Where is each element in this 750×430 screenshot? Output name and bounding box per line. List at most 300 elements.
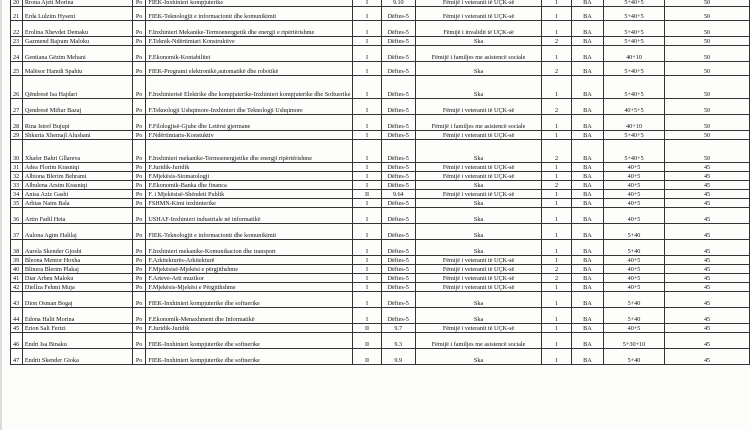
cell-nr: 30 bbox=[11, 140, 23, 163]
cell-year: I bbox=[353, 199, 381, 208]
cell-nr: 45 bbox=[11, 324, 23, 333]
cell-grade: Dëftes-5 bbox=[381, 62, 415, 76]
cell-grade: Dëftes-5 bbox=[381, 208, 415, 224]
cell-grade: Dëftes-5 bbox=[381, 76, 415, 99]
cell-count: 1 bbox=[542, 199, 572, 208]
cell-category: Fëmijë i familjes me asistencë sociale bbox=[415, 115, 541, 131]
cell-grade: Dëftes-5 bbox=[381, 131, 415, 140]
cell-score: 50 bbox=[665, 21, 750, 37]
cell-points: 40+5 bbox=[603, 274, 664, 283]
cell-level: BA bbox=[571, 240, 603, 256]
cell-po: Po bbox=[132, 240, 146, 256]
cell-year: II bbox=[353, 333, 381, 349]
cell-year: I bbox=[353, 283, 381, 292]
cell-faculty: F. i Mjekësisë-Shëndeti Publik bbox=[146, 190, 353, 199]
cell-po: Po bbox=[132, 265, 146, 274]
cell-count: 2 bbox=[542, 265, 572, 274]
cell-category: Fëmijë i veteranit të UÇK-së bbox=[415, 274, 541, 283]
cell-po: Po bbox=[132, 46, 146, 62]
cell-score: 45 bbox=[665, 208, 750, 224]
cell-grade: Dëftes-5 bbox=[381, 283, 415, 292]
cell-grade: Dëftes-5 bbox=[381, 199, 415, 208]
cell-score: 50 bbox=[665, 140, 750, 163]
cell-score: 45 bbox=[665, 163, 750, 172]
cell-grade: Dëftes-5 bbox=[381, 292, 415, 308]
cell-name: Rrona Ajeti Morina bbox=[22, 0, 132, 7]
cell-year: I bbox=[353, 181, 381, 190]
table-row bbox=[11, 115, 750, 131]
cell-level: BA bbox=[571, 283, 603, 292]
cell-po: Po bbox=[132, 76, 146, 99]
cell-level: BA bbox=[571, 274, 603, 283]
cell-year: I bbox=[353, 224, 381, 240]
cell-year: I bbox=[353, 21, 381, 37]
cell-category: Fëmijë i veteranit të UÇK-së bbox=[415, 131, 541, 140]
cell-year: I bbox=[353, 37, 381, 46]
cell-count: 1 bbox=[542, 292, 572, 308]
table-row bbox=[11, 131, 750, 140]
cell-po: Po bbox=[132, 224, 146, 240]
cell-grade: Dëftes-5 bbox=[381, 7, 415, 21]
cell-points: 40+5 bbox=[603, 265, 664, 274]
cell-points: 5+40 bbox=[603, 292, 664, 308]
cell-faculty: F.Filologjisë-Gjuhe dhe Letërsi gjermane bbox=[146, 115, 353, 131]
cell-points: 5+40+5 bbox=[603, 21, 664, 37]
table-row bbox=[11, 292, 750, 308]
cell-faculty: F.Ekonomik-Banka dhe financa bbox=[146, 181, 353, 190]
cell-name: Shkurta Xhemajl Alushani bbox=[22, 131, 132, 140]
cell-points: 5+40+5 bbox=[603, 7, 664, 21]
cell-po: Po bbox=[132, 333, 146, 349]
cell-year: I bbox=[353, 7, 381, 21]
cell-grade: 9.10 bbox=[381, 0, 415, 7]
cell-points: 40+5 bbox=[603, 208, 664, 224]
cell-nr: 34 bbox=[11, 190, 23, 199]
cell-nr: 42 bbox=[11, 283, 23, 292]
cell-year: I bbox=[353, 256, 381, 265]
cell-count: 2 bbox=[542, 62, 572, 76]
cell-points: 40+5 bbox=[603, 283, 664, 292]
cell-grade: Dëftes-5 bbox=[381, 308, 415, 324]
cell-score: 45 bbox=[665, 292, 750, 308]
cell-category: Ska bbox=[415, 140, 541, 163]
cell-faculty: F.Ekonomik-Menaxhment dhe Informatikë bbox=[146, 308, 353, 324]
table-row bbox=[11, 265, 750, 274]
cell-grade: Dëftes-5 bbox=[381, 172, 415, 181]
cell-count: 1 bbox=[542, 172, 572, 181]
cell-faculty: F.Mjekësis-Stomatologji bbox=[146, 172, 353, 181]
cell-name: Albulena Arsim Krasniqi bbox=[22, 181, 132, 190]
cell-count: 1 bbox=[542, 324, 572, 333]
cell-count: 1 bbox=[542, 349, 572, 365]
cell-category: Fëmijë i veteranit të UÇK-së bbox=[415, 99, 541, 115]
cell-category: Ska bbox=[415, 224, 541, 240]
cell-faculty: F.Juridik-Juridik bbox=[146, 163, 353, 172]
cell-count: 2 bbox=[542, 274, 572, 283]
cell-grade: Dëftes-5 bbox=[381, 37, 415, 46]
cell-score: 45 bbox=[665, 181, 750, 190]
cell-faculty: USHAF-Inxhinieri industriale në informatikë bbox=[146, 208, 353, 224]
cell-level: BA bbox=[571, 115, 603, 131]
cell-points: 40+10 bbox=[603, 46, 664, 62]
cell-faculty: F.Inxhinierisë Elektrike dhe kompjuterike-Inxhinieri kompjuterike dhe Softuerike bbox=[146, 76, 353, 99]
table-row bbox=[11, 208, 750, 224]
cell-faculty: F.Ndërtimtaris-Konstuktiv bbox=[146, 131, 353, 140]
cell-faculty: F.Arkitekturës-Arkitekturë bbox=[146, 256, 353, 265]
cell-grade: 9.7 bbox=[381, 324, 415, 333]
table-row bbox=[11, 190, 750, 199]
cell-points: 40+5 bbox=[603, 324, 664, 333]
cell-name: Erion Sali Ferizi bbox=[22, 324, 132, 333]
cell-level: BA bbox=[571, 46, 603, 62]
cell-year: I bbox=[353, 62, 381, 76]
cell-name: Diar Arben Maloku bbox=[22, 274, 132, 283]
cell-points: 5+40+5 bbox=[603, 37, 664, 46]
cell-category: Fëmijë i veteranit të UÇK-së bbox=[415, 283, 541, 292]
cell-level: BA bbox=[571, 76, 603, 99]
cell-year: I bbox=[353, 46, 381, 62]
cell-category: Ska bbox=[415, 199, 541, 208]
cell-level: BA bbox=[571, 265, 603, 274]
cell-name: Diellza Fehmi Muja bbox=[22, 283, 132, 292]
cell-nr: 38 bbox=[11, 240, 23, 256]
cell-points: 40+5 bbox=[603, 190, 664, 199]
cell-level: BA bbox=[571, 99, 603, 115]
cell-count: 1 bbox=[542, 115, 572, 131]
cell-score: 45 bbox=[665, 274, 750, 283]
cell-score: 45 bbox=[665, 190, 750, 199]
table-row bbox=[11, 7, 750, 21]
cell-nr: 33 bbox=[11, 181, 23, 190]
table-row bbox=[11, 140, 750, 163]
cell-name: Xhafer Bahri Gllareva bbox=[22, 140, 132, 163]
cell-score: 50 bbox=[665, 62, 750, 76]
cell-count: 1 bbox=[542, 308, 572, 324]
cell-count: 1 bbox=[542, 333, 572, 349]
cell-points: 40+10 bbox=[603, 115, 664, 131]
cell-level: BA bbox=[571, 181, 603, 190]
table-row bbox=[11, 62, 750, 76]
cell-score: 45 bbox=[665, 172, 750, 181]
cell-grade: 9.9 bbox=[381, 349, 415, 365]
cell-nr: 23 bbox=[11, 37, 23, 46]
cell-po: Po bbox=[132, 163, 146, 172]
table-row bbox=[11, 308, 750, 324]
cell-grade: Dëftes-5 bbox=[381, 115, 415, 131]
cell-faculty: F.Arteve-Arti muzikor bbox=[146, 274, 353, 283]
cell-score: 50 bbox=[665, 7, 750, 21]
cell-faculty: F.Teknologji Ushqimore-Inxhinieri dhe Teknologji Ushqimore bbox=[146, 99, 353, 115]
cell-category: Ska bbox=[415, 292, 541, 308]
cell-year: I bbox=[353, 292, 381, 308]
cell-year: I bbox=[353, 115, 381, 131]
cell-points: 40+5 bbox=[603, 163, 664, 172]
cell-name: Aurela Skender Gjoshi bbox=[22, 240, 132, 256]
cell-category: Fëmijë i veteranit të UÇK-së bbox=[415, 190, 541, 199]
cell-score: 50 bbox=[665, 99, 750, 115]
cell-points: 40+5 bbox=[603, 181, 664, 190]
cell-level: BA bbox=[571, 0, 603, 7]
cell-points: 40+5 bbox=[603, 199, 664, 208]
cell-score: 50 bbox=[665, 46, 750, 62]
table-row bbox=[11, 240, 750, 256]
cell-score: 50 bbox=[665, 115, 750, 131]
cell-level: BA bbox=[571, 131, 603, 140]
cell-category: Fëmijë i veteranit të UÇK-së bbox=[415, 324, 541, 333]
cell-points: 5+40+5 bbox=[603, 131, 664, 140]
cell-nr: 28 bbox=[11, 115, 23, 131]
cell-score: 50 bbox=[665, 131, 750, 140]
cell-grade: Dëftes-5 bbox=[381, 274, 415, 283]
cell-category: Ska bbox=[415, 240, 541, 256]
cell-grade: Dëftes-5 bbox=[381, 21, 415, 37]
cell-category: Ska bbox=[415, 349, 541, 365]
cell-category: Ska bbox=[415, 62, 541, 76]
cell-name: Adea Florim Krasniqi bbox=[22, 163, 132, 172]
cell-category: Ska bbox=[415, 37, 541, 46]
cell-score: 50 bbox=[665, 37, 750, 46]
cell-po: Po bbox=[132, 37, 146, 46]
cell-level: BA bbox=[571, 256, 603, 265]
cell-name: Bleona Mentor Hoxha bbox=[22, 256, 132, 265]
cell-level: BA bbox=[571, 292, 603, 308]
cell-po: Po bbox=[132, 115, 146, 131]
cell-level: BA bbox=[571, 333, 603, 349]
cell-points: 40+5 bbox=[603, 172, 664, 181]
cell-name: Artin Fadil Heta bbox=[22, 208, 132, 224]
cell-po: Po bbox=[132, 21, 146, 37]
cell-count: 2 bbox=[542, 140, 572, 163]
cell-year: I bbox=[353, 274, 381, 283]
cell-name: Edona Halit Morina bbox=[22, 308, 132, 324]
cell-level: BA bbox=[571, 324, 603, 333]
cell-po: Po bbox=[132, 208, 146, 224]
cell-po: Po bbox=[132, 349, 146, 365]
cell-count: 1 bbox=[542, 283, 572, 292]
cell-year: I bbox=[353, 99, 381, 115]
cell-nr: 47 bbox=[11, 349, 23, 365]
cell-level: BA bbox=[571, 37, 603, 46]
cell-category: Fëmijë i veteranit të UÇK-së bbox=[415, 265, 541, 274]
cell-name: Qëndresë Isa Hajdari bbox=[22, 76, 132, 99]
cell-count: 1 bbox=[542, 131, 572, 140]
cell-nr: 27 bbox=[11, 99, 23, 115]
cell-level: BA bbox=[571, 7, 603, 21]
cell-count: 1 bbox=[542, 0, 572, 7]
cell-level: BA bbox=[571, 163, 603, 172]
table-row bbox=[11, 99, 750, 115]
cell-name: Gentiana Gëzim Mehani bbox=[22, 46, 132, 62]
cell-year: II bbox=[353, 190, 381, 199]
cell-nr: 41 bbox=[11, 274, 23, 283]
cell-category: Fëmijë i familjes me asistencë sociale bbox=[415, 333, 541, 349]
cell-score: 45 bbox=[665, 283, 750, 292]
cell-po: Po bbox=[132, 190, 146, 199]
cell-grade: Dëftes-5 bbox=[381, 46, 415, 62]
cell-nr: 44 bbox=[11, 308, 23, 324]
cell-po: Po bbox=[132, 292, 146, 308]
cell-score: 45 bbox=[665, 324, 750, 333]
cell-points: 5+40 bbox=[603, 308, 664, 324]
cell-score: 45 bbox=[665, 256, 750, 265]
cell-count: 1 bbox=[542, 224, 572, 240]
cell-faculty: FIEK-Inxhinieri kompjuterike dhe softuerike bbox=[146, 292, 353, 308]
cell-score: 50 bbox=[665, 76, 750, 99]
cell-year: II bbox=[353, 349, 381, 365]
cell-nr: 21 bbox=[11, 7, 23, 21]
table-row bbox=[11, 46, 750, 62]
table-row bbox=[11, 37, 750, 46]
table-row bbox=[11, 283, 750, 292]
table-row bbox=[11, 199, 750, 208]
cell-year: II bbox=[353, 324, 381, 333]
cell-year: I bbox=[353, 172, 381, 181]
cell-count: 1 bbox=[542, 163, 572, 172]
cell-points: 5+40+5 bbox=[603, 76, 664, 99]
cell-po: Po bbox=[132, 7, 146, 21]
cell-name: Erolina Xhevdet Demaku bbox=[22, 21, 132, 37]
cell-name: Aulona Agim Halilaj bbox=[22, 224, 132, 240]
cell-points: 5+40+5 bbox=[603, 140, 664, 163]
table-row bbox=[11, 163, 750, 172]
cell-level: BA bbox=[571, 224, 603, 240]
cell-category: Ska bbox=[415, 76, 541, 99]
cell-count: 2 bbox=[542, 99, 572, 115]
cell-level: BA bbox=[571, 190, 603, 199]
cell-name: Erda Lulzim Hyseni bbox=[22, 7, 132, 21]
cell-count: 1 bbox=[542, 46, 572, 62]
cell-faculty: F.Inxhinieri mekanike-Komunikacion dhe transport bbox=[146, 240, 353, 256]
cell-year: I bbox=[353, 140, 381, 163]
cell-nr: 39 bbox=[11, 256, 23, 265]
cell-nr: 36 bbox=[11, 208, 23, 224]
cell-po: Po bbox=[132, 99, 146, 115]
cell-grade: Dëftes-5 bbox=[381, 256, 415, 265]
cell-nr: 35 bbox=[11, 199, 23, 208]
cell-count: 1 bbox=[542, 256, 572, 265]
table-body bbox=[11, 0, 750, 365]
cell-category: Ska bbox=[415, 181, 541, 190]
cell-category: Fëmijë i veteranit të UÇK-së bbox=[415, 0, 541, 7]
cell-faculty: F.Inxhinieri mekanike-Termoenergjetike dhe energji ripërtërishme bbox=[146, 140, 353, 163]
cell-count: 2 bbox=[542, 37, 572, 46]
cell-name: Malësor Hamdi Spahiu bbox=[22, 62, 132, 76]
cell-nr: 20 bbox=[11, 0, 23, 7]
cell-points: 5+40 bbox=[603, 224, 664, 240]
cell-category: Ska bbox=[415, 308, 541, 324]
cell-score: 50 bbox=[665, 0, 750, 7]
table-row bbox=[11, 324, 750, 333]
cell-grade: Dëftes-5 bbox=[381, 99, 415, 115]
table-row bbox=[11, 274, 750, 283]
cell-score: 45 bbox=[665, 308, 750, 324]
cell-score: 45 bbox=[665, 265, 750, 274]
cell-level: BA bbox=[571, 349, 603, 365]
cell-nr: 24 bbox=[11, 46, 23, 62]
cell-year: I bbox=[353, 0, 381, 7]
table-row bbox=[11, 333, 750, 349]
cell-grade: Dëftes-5 bbox=[381, 163, 415, 172]
cell-level: BA bbox=[571, 21, 603, 37]
cell-year: I bbox=[353, 131, 381, 140]
scan-edge-mark bbox=[0, 0, 2, 430]
cell-points: 5+40 bbox=[603, 349, 664, 365]
cell-faculty: F.Mjekësis-Mjekësi e Përgjithshme bbox=[146, 283, 353, 292]
cell-faculty: F.Ekonomik-Kontabilitet bbox=[146, 46, 353, 62]
cell-score: 45 bbox=[665, 349, 750, 365]
cell-year: I bbox=[353, 240, 381, 256]
cell-category: Fëmijë i veteranit të UÇK-së bbox=[415, 7, 541, 21]
cell-faculty: FIEK-Inxhinieri kompjuterike dhe softuerike bbox=[146, 333, 353, 349]
cell-nr: 46 bbox=[11, 333, 23, 349]
cell-level: BA bbox=[571, 140, 603, 163]
cell-faculty: FIEK-Programi elektronikë,automatikë dhe robotikë bbox=[146, 62, 353, 76]
cell-score: 45 bbox=[665, 224, 750, 240]
cell-grade: 9.64 bbox=[381, 190, 415, 199]
cell-level: BA bbox=[571, 62, 603, 76]
table-row bbox=[11, 181, 750, 190]
cell-level: BA bbox=[571, 208, 603, 224]
cell-name: Blinera Blerim Plakaj bbox=[22, 265, 132, 274]
cell-po: Po bbox=[132, 308, 146, 324]
cell-po: Po bbox=[132, 131, 146, 140]
table-row bbox=[11, 256, 750, 265]
cell-name: Gazmend Bajram Maloku bbox=[22, 37, 132, 46]
table-row bbox=[11, 76, 750, 99]
cell-year: I bbox=[353, 308, 381, 324]
cell-name: Albiona Blerim Behrami bbox=[22, 172, 132, 181]
cell-grade: Dëftes-5 bbox=[381, 240, 415, 256]
cell-po: Po bbox=[132, 0, 146, 7]
cell-category: Fëmijë i veteranit të UÇK-së bbox=[415, 256, 541, 265]
cell-points: 5+40+5 bbox=[603, 0, 664, 7]
cell-faculty: F.Inxhinieri Mekanike-Termoenergjetik dhe energji e ripërtërishme bbox=[146, 21, 353, 37]
cell-count: 2 bbox=[542, 181, 572, 190]
cell-faculty: F.Mjekësisë-Mjekësi e përgjithshme bbox=[146, 265, 353, 274]
cell-faculty: FIEK-Teknologjit e informacionit dhe komunikimit bbox=[146, 224, 353, 240]
cell-name: Dion Osman Bogaj bbox=[22, 292, 132, 308]
cell-po: Po bbox=[132, 172, 146, 181]
cell-category: Fëmijë i invalidit të UÇK-së bbox=[415, 21, 541, 37]
cell-faculty: FIEK-Inxhinieri kompjuterike dhe softuerike bbox=[146, 349, 353, 365]
cell-count: 1 bbox=[542, 7, 572, 21]
cell-faculty: FIEK-Teknologjit e informacionit dhe komunikimit bbox=[146, 7, 353, 21]
cell-year: I bbox=[353, 163, 381, 172]
cell-nr: 40 bbox=[11, 265, 23, 274]
scholarship-list-table bbox=[10, 0, 750, 365]
cell-points: 5+40+5 bbox=[603, 62, 664, 76]
cell-name: Rina Istref Bujupi bbox=[22, 115, 132, 131]
cell-nr: 25 bbox=[11, 62, 23, 76]
cell-score: 45 bbox=[665, 240, 750, 256]
cell-grade: Dëftes-5 bbox=[381, 265, 415, 274]
table-row bbox=[11, 349, 750, 365]
table-row bbox=[11, 224, 750, 240]
cell-level: BA bbox=[571, 172, 603, 181]
table-row bbox=[11, 172, 750, 181]
table-row bbox=[11, 21, 750, 37]
cell-po: Po bbox=[132, 274, 146, 283]
cell-level: BA bbox=[571, 199, 603, 208]
cell-points: 40+5 bbox=[603, 256, 664, 265]
cell-faculty: F.Juridik-Juridik bbox=[146, 324, 353, 333]
cell-name: Arbias Naim Bala bbox=[22, 199, 132, 208]
cell-level: BA bbox=[571, 308, 603, 324]
cell-grade: Dëftes-5 bbox=[381, 224, 415, 240]
cell-nr: 29 bbox=[11, 131, 23, 140]
cell-po: Po bbox=[132, 140, 146, 163]
cell-score: 45 bbox=[665, 333, 750, 349]
